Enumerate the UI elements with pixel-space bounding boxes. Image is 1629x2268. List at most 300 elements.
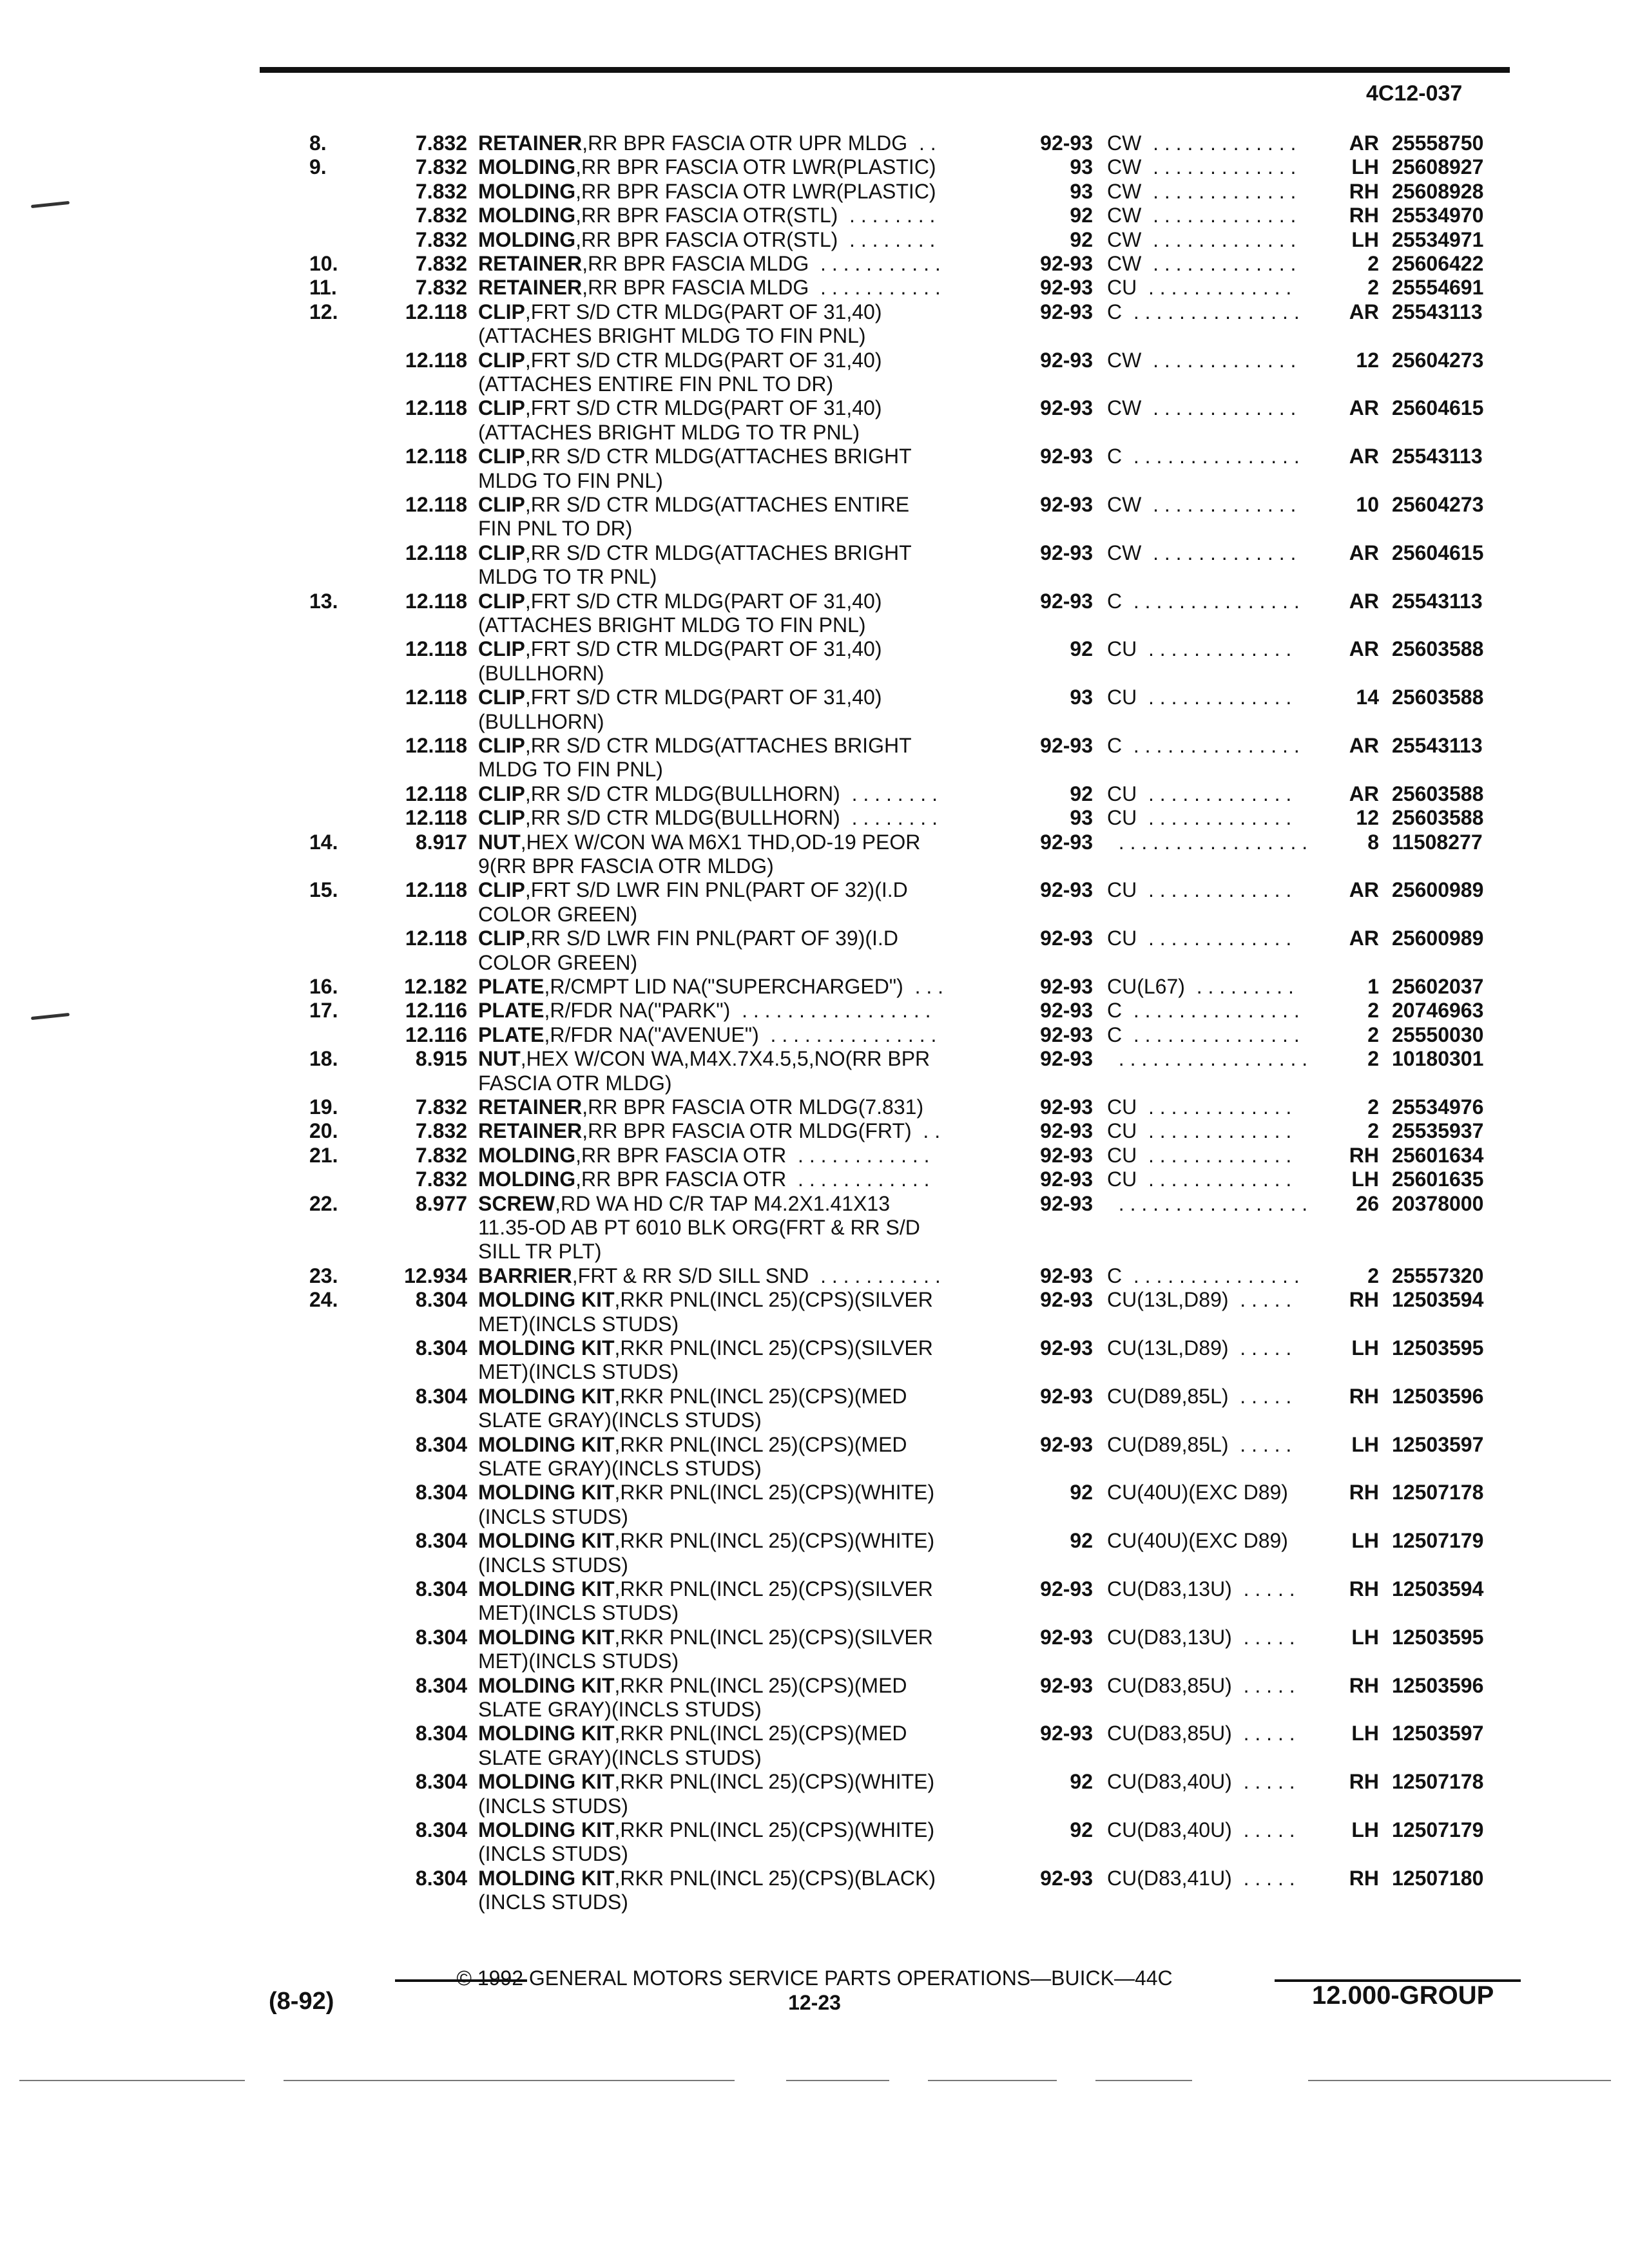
part-name: MOLDING KIT xyxy=(478,1336,615,1360)
description xyxy=(478,1264,941,1287)
group-number: 8.304 xyxy=(415,1288,467,1311)
part-name: RETAINER xyxy=(478,1119,583,1142)
model-year: 92 xyxy=(1070,1818,1093,1841)
parts-row xyxy=(0,541,1629,565)
description xyxy=(478,590,882,613)
body-code: CW . . . . . . . . . . . . . xyxy=(1107,155,1296,178)
scan-line xyxy=(786,2080,889,2081)
model-year: 92-93 xyxy=(1040,1168,1093,1191)
quantity: LH xyxy=(1351,155,1379,178)
parts-row xyxy=(0,1119,1629,1143)
quantity: 2 xyxy=(1367,252,1379,275)
description-text: FIN PNL TO DR) xyxy=(478,517,633,540)
description-text: ,RR BPR FASCIA OTR LWR(PLASTIC) xyxy=(575,180,936,203)
parts-row xyxy=(0,590,1629,613)
part-name: MOLDING KIT xyxy=(478,1288,615,1311)
model-year: 92-93 xyxy=(1040,276,1093,299)
part-number: 25604273 xyxy=(1392,349,1484,372)
quantity: RH xyxy=(1349,1577,1379,1600)
part-number: 25550030 xyxy=(1392,1023,1484,1046)
part-name: CLIP xyxy=(478,590,525,613)
group-number: 12.118 xyxy=(405,734,467,757)
parts-row xyxy=(0,372,1629,396)
description-text: ,RR BPR FASCIA OTR(STL) . . . . . . . . xyxy=(575,228,936,251)
model-year: 92-93 xyxy=(1040,734,1093,757)
body-code: CU . . . . . . . . . . . . . xyxy=(1107,927,1292,950)
footer-copyright: © 1992 GENERAL MOTORS SERVICE PARTS OPERATIONS—BUICK—44C xyxy=(456,1966,1173,1990)
parts-row xyxy=(0,1072,1629,1095)
description xyxy=(478,1867,936,1890)
part-name: MOLDING KIT xyxy=(478,1722,615,1745)
quantity: AR xyxy=(1349,445,1379,468)
group-number: 8.304 xyxy=(415,1577,467,1600)
description-text: ,RR S/D CTR MLDG(ATTACHES BRIGHT xyxy=(525,541,912,564)
ref-number: 22. xyxy=(309,1192,338,1215)
part-name: NUT xyxy=(478,831,521,854)
description xyxy=(478,1553,628,1577)
description-text: ,RKR PNL(INCL 25)(CPS)(MED xyxy=(614,1385,907,1408)
description-text: ,RR BPR FASCIA OTR LWR(PLASTIC) xyxy=(575,155,936,178)
part-number: 12507178 xyxy=(1392,1770,1484,1793)
description xyxy=(478,782,938,805)
page-code: 4C12-037 xyxy=(1366,81,1463,106)
description-text: ,RR S/D CTR MLDG(ATTACHES BRIGHT xyxy=(525,445,912,468)
group-number: 8.304 xyxy=(415,1626,467,1649)
parts-row xyxy=(0,1842,1629,1866)
body-code: C . . . . . . . . . . . . . . . xyxy=(1107,590,1300,613)
parts-row xyxy=(0,324,1629,348)
part-name: MOLDING KIT xyxy=(478,1626,615,1649)
description-text: ,FRT S/D LWR FIN PNL(PART OF 32)(I.D xyxy=(525,878,908,901)
body-code: CU . . . . . . . . . . . . . xyxy=(1107,878,1292,901)
scan-line xyxy=(928,2080,1057,2081)
description xyxy=(478,903,637,926)
parts-row xyxy=(0,180,1629,204)
body-code: CU . . . . . . . . . . . . . xyxy=(1107,1119,1292,1142)
body-code: CU(D89,85L) . . . . . xyxy=(1107,1385,1292,1408)
description xyxy=(478,854,774,878)
ref-number: 10. xyxy=(309,252,338,275)
parts-row xyxy=(0,131,1629,155)
group-number: 7.832 xyxy=(415,1095,467,1119)
description-text: ,RR BPR FASCIA MLDG . . . . . . . . . . . xyxy=(582,252,941,275)
part-name: MOLDING KIT xyxy=(478,1433,615,1456)
body-code: CU(40U)(EXC D89) xyxy=(1107,1529,1288,1552)
body-code: CW . . . . . . . . . . . . . xyxy=(1107,180,1296,203)
group-number: 8.915 xyxy=(415,1047,467,1070)
description xyxy=(478,252,941,275)
description-text: (ATTACHES BRIGHT MLDG TO FIN PNL) xyxy=(478,324,866,347)
description xyxy=(478,1047,930,1070)
parts-row xyxy=(0,1746,1629,1770)
description xyxy=(478,396,882,419)
parts-row xyxy=(0,831,1629,854)
part-name: RETAINER xyxy=(478,252,583,275)
part-name: MOLDING KIT xyxy=(478,1481,615,1504)
part-number: 25604615 xyxy=(1392,541,1484,564)
body-code: CW . . . . . . . . . . . . . xyxy=(1107,349,1296,372)
scan-line xyxy=(19,2080,245,2081)
group-number: 7.832 xyxy=(415,252,467,275)
group-number: 12.118 xyxy=(405,637,467,660)
parts-row xyxy=(0,421,1629,445)
quantity: RH xyxy=(1349,180,1379,203)
quantity: RH xyxy=(1349,204,1379,227)
description xyxy=(478,1336,933,1360)
parts-row xyxy=(0,1288,1629,1312)
description xyxy=(478,710,604,733)
model-year: 92 xyxy=(1070,1529,1093,1552)
model-year: 93 xyxy=(1070,180,1093,203)
model-year: 92 xyxy=(1070,782,1093,805)
part-name: MOLDING xyxy=(478,1168,576,1191)
group-number: 7.832 xyxy=(415,1144,467,1167)
description xyxy=(478,1144,930,1167)
part-name: PLATE xyxy=(478,1023,545,1046)
ref-number: 16. xyxy=(309,975,338,998)
quantity: LH xyxy=(1351,1168,1379,1191)
part-number: 25558750 xyxy=(1392,131,1484,155)
part-number: 12503597 xyxy=(1392,1433,1484,1456)
description xyxy=(478,541,912,564)
part-number: 25534971 xyxy=(1392,228,1484,251)
body-code: CU(D83,13U) . . . . . xyxy=(1107,1577,1295,1600)
parts-row xyxy=(0,1408,1629,1432)
group-number: 12.182 xyxy=(404,975,467,998)
description xyxy=(478,1746,762,1769)
description-text: ,RR BPR FASCIA OTR MLDG(FRT) . . xyxy=(582,1119,941,1142)
body-code: CU . . . . . . . . . . . . . xyxy=(1107,1144,1292,1167)
description xyxy=(478,686,882,709)
ref-number: 11. xyxy=(309,276,337,299)
description xyxy=(478,1288,933,1311)
parts-row xyxy=(0,276,1629,300)
parts-row xyxy=(0,1216,1629,1240)
model-year: 92-93 xyxy=(1040,590,1093,613)
quantity: 10 xyxy=(1356,493,1379,516)
part-number: 25534970 xyxy=(1392,204,1484,227)
parts-row xyxy=(0,1626,1629,1649)
model-year: 92-93 xyxy=(1040,1626,1093,1649)
parts-row xyxy=(0,1818,1629,1842)
body-code: CU . . . . . . . . . . . . . xyxy=(1107,1168,1292,1191)
ref-number: 19. xyxy=(309,1095,338,1119)
model-year: 92-93 xyxy=(1040,927,1093,950)
description xyxy=(478,1818,934,1841)
part-name: CLIP xyxy=(478,445,525,468)
part-name: CLIP xyxy=(478,637,525,660)
part-number: 20378000 xyxy=(1392,1192,1484,1215)
description xyxy=(478,1312,679,1336)
description-text: 11.35-OD AB PT 6010 BLK ORG(FRT & RR S/D xyxy=(478,1216,920,1239)
description xyxy=(478,228,935,251)
model-year: 92-93 xyxy=(1040,831,1093,854)
body-code: CU . . . . . . . . . . . . . xyxy=(1107,637,1292,660)
parts-row xyxy=(0,710,1629,734)
part-name: CLIP xyxy=(478,878,525,901)
model-year: 92 xyxy=(1070,637,1093,660)
description xyxy=(478,1505,628,1528)
model-year: 92-93 xyxy=(1040,1119,1093,1142)
body-code: CU . . . . . . . . . . . . . xyxy=(1107,782,1292,805)
parts-row xyxy=(0,734,1629,758)
footer-date-code: (8-92) xyxy=(269,1988,334,2015)
quantity: AR xyxy=(1349,878,1379,901)
description-text: ,RR BPR FASCIA OTR . . . . . . . . . . . . xyxy=(575,1144,930,1167)
scan-line xyxy=(1095,2080,1192,2081)
group-number: 12.118 xyxy=(405,686,467,709)
description-text: (INCLS STUDS) xyxy=(478,1842,628,1865)
quantity: 8 xyxy=(1367,831,1379,854)
description-text: MET)(INCLS STUDS) xyxy=(478,1649,679,1673)
description xyxy=(478,1095,923,1119)
group-number: 12.118 xyxy=(405,349,467,372)
quantity: AR xyxy=(1349,590,1379,613)
description xyxy=(478,469,663,492)
model-year: 92-93 xyxy=(1040,349,1093,372)
group-number: 12.934 xyxy=(404,1264,467,1287)
model-year: 92-93 xyxy=(1040,878,1093,901)
ref-number: 24. xyxy=(309,1288,338,1311)
part-number: 12503594 xyxy=(1392,1288,1484,1311)
group-number: 7.832 xyxy=(415,228,467,251)
scan-line xyxy=(1308,2080,1611,2081)
group-number: 8.977 xyxy=(415,1192,467,1215)
description xyxy=(478,975,943,998)
model-year: 92-93 xyxy=(1040,493,1093,516)
body-code: . . . . . . . . . . . . . . . . . xyxy=(1107,831,1308,854)
parts-row xyxy=(0,1312,1629,1336)
quantity: RH xyxy=(1349,1867,1379,1890)
description-text: ,RKR PNL(INCL 25)(CPS)(SILVER xyxy=(614,1336,933,1360)
description-text: (INCLS STUDS) xyxy=(478,1553,628,1577)
part-name: SCREW xyxy=(478,1192,555,1215)
body-code: C . . . . . . . . . . . . . . . xyxy=(1107,999,1300,1022)
part-number: 12507179 xyxy=(1392,1818,1484,1841)
description xyxy=(478,1698,762,1721)
body-code: CU . . . . . . . . . . . . . xyxy=(1107,806,1292,829)
parts-row xyxy=(0,1770,1629,1794)
description xyxy=(478,1408,762,1432)
description-text: ,FRT S/D CTR MLDG(PART OF 31,40) xyxy=(525,300,882,323)
model-year: 92-93 xyxy=(1040,1144,1093,1167)
description-text: ,RKR PNL(INCL 25)(CPS)(SILVER xyxy=(614,1626,933,1649)
parts-row xyxy=(0,1867,1629,1890)
part-name: NUT xyxy=(478,1047,521,1070)
description-text: ,RR S/D CTR MLDG(ATTACHES BRIGHT xyxy=(525,734,912,757)
part-name: BARRIER xyxy=(478,1264,572,1287)
description xyxy=(478,1529,934,1552)
part-number: 25603588 xyxy=(1392,637,1484,660)
description xyxy=(478,1433,907,1456)
part-name: MOLDING KIT xyxy=(478,1674,615,1697)
quantity: 2 xyxy=(1367,276,1379,299)
group-number: 8.304 xyxy=(415,1336,467,1360)
description-text: (ATTACHES BRIGHT MLDG TO TR PNL) xyxy=(478,421,860,444)
group-number: 8.304 xyxy=(415,1674,467,1697)
parts-row xyxy=(0,1095,1629,1119)
description xyxy=(478,1890,628,1914)
group-number: 7.832 xyxy=(415,155,467,178)
quantity: LH xyxy=(1351,1818,1379,1841)
parts-row xyxy=(0,613,1629,637)
group-number: 12.118 xyxy=(405,878,467,901)
parts-row xyxy=(0,1698,1629,1722)
description-text: ,R/FDR NA("AVENUE") . . . . . . . . . . . . . . . xyxy=(544,1023,937,1046)
description-text: ,RKR PNL(INCL 25)(CPS)(SILVER xyxy=(614,1577,933,1600)
part-name: RETAINER xyxy=(478,276,583,299)
part-name: MOLDING xyxy=(478,180,576,203)
parts-row xyxy=(0,517,1629,541)
parts-row xyxy=(0,493,1629,517)
body-code: . . . . . . . . . . . . . . . . . xyxy=(1107,1192,1308,1215)
description xyxy=(478,637,882,660)
body-code: CW . . . . . . . . . . . . . xyxy=(1107,204,1296,227)
body-code: CW . . . . . . . . . . . . . xyxy=(1107,493,1296,516)
part-name: MOLDING KIT xyxy=(478,1385,615,1408)
scan-line xyxy=(284,2080,735,2081)
description-text: ,RKR PNL(INCL 25)(CPS)(SILVER xyxy=(614,1288,933,1311)
description-text: FASCIA OTR MLDG) xyxy=(478,1072,672,1095)
description-text: ,RKR PNL(INCL 25)(CPS)(WHITE) xyxy=(614,1529,935,1552)
part-number: 25602037 xyxy=(1392,975,1484,998)
description-text: ,RKR PNL(INCL 25)(CPS)(MED xyxy=(614,1722,907,1745)
description-text: COLOR GREEN) xyxy=(478,951,638,974)
model-year: 92-93 xyxy=(1040,1722,1093,1745)
ref-number: 14. xyxy=(309,831,338,854)
description xyxy=(478,613,866,637)
part-number: 12503594 xyxy=(1392,1577,1484,1600)
part-name: MOLDING KIT xyxy=(478,1770,615,1793)
quantity: RH xyxy=(1349,1144,1379,1167)
description-text: (BULLHORN) xyxy=(478,662,604,685)
group-number: 8.304 xyxy=(415,1481,467,1504)
description xyxy=(478,300,882,323)
description xyxy=(478,758,663,781)
parts-row xyxy=(0,854,1629,878)
part-number: 25601635 xyxy=(1392,1168,1484,1191)
quantity: LH xyxy=(1351,1529,1379,1552)
parts-row xyxy=(0,927,1629,950)
description xyxy=(478,1168,930,1191)
group-number: 7.832 xyxy=(415,1168,467,1191)
quantity: 1 xyxy=(1367,975,1379,998)
quantity: 2 xyxy=(1367,1264,1379,1287)
description xyxy=(478,1385,907,1408)
parts-row xyxy=(0,806,1629,830)
part-name: MOLDING KIT xyxy=(478,1818,615,1841)
body-code: CU(13L,D89) . . . . . xyxy=(1107,1336,1292,1360)
body-code: CU(D83,85U) . . . . . xyxy=(1107,1674,1295,1697)
part-name: MOLDING xyxy=(478,1144,576,1167)
part-number: 11508277 xyxy=(1392,831,1483,854)
description xyxy=(478,999,930,1022)
description xyxy=(478,493,909,516)
group-number: 7.832 xyxy=(415,180,467,203)
body-code: CW . . . . . . . . . . . . . xyxy=(1107,228,1296,251)
part-number: 25603588 xyxy=(1392,782,1484,805)
body-code: CU . . . . . . . . . . . . . xyxy=(1107,686,1292,709)
description-text: ,RKR PNL(INCL 25)(CPS)(MED xyxy=(614,1433,907,1456)
part-number: 25543113 xyxy=(1392,590,1483,613)
part-name: MOLDING xyxy=(478,204,576,227)
description-text: ,HEX W/CON WA M6X1 THD,OD-19 PEOR xyxy=(520,831,921,854)
parts-row xyxy=(0,1577,1629,1601)
parts-row xyxy=(0,1168,1629,1191)
description xyxy=(478,180,936,203)
group-number: 12.116 xyxy=(405,999,467,1022)
group-number: 12.118 xyxy=(405,445,467,468)
model-year: 92-93 xyxy=(1040,1264,1093,1287)
part-number: 12503596 xyxy=(1392,1674,1484,1697)
quantity: AR xyxy=(1349,927,1379,950)
parts-row xyxy=(0,469,1629,493)
description xyxy=(478,1674,907,1697)
quantity: RH xyxy=(1349,1770,1379,1793)
quantity: 12 xyxy=(1356,349,1379,372)
parts-row xyxy=(0,396,1629,420)
group-number: 7.832 xyxy=(415,1119,467,1142)
parts-row xyxy=(0,1481,1629,1504)
ref-number: 15. xyxy=(309,878,338,901)
quantity: LH xyxy=(1351,1336,1379,1360)
description-text: ,FRT S/D CTR MLDG(PART OF 31,40) xyxy=(525,686,882,709)
part-number: 25608928 xyxy=(1392,180,1484,203)
group-number: 12.118 xyxy=(405,541,467,564)
quantity: LH xyxy=(1351,1433,1379,1456)
group-number: 8.304 xyxy=(415,1529,467,1552)
part-name: RETAINER xyxy=(478,1095,583,1119)
ref-number: 20. xyxy=(309,1119,338,1142)
description-text: SLATE GRAY)(INCLS STUDS) xyxy=(478,1698,762,1721)
group-number: 8.304 xyxy=(415,1867,467,1890)
parts-row xyxy=(0,637,1629,661)
description xyxy=(478,1794,628,1818)
group-number: 12.116 xyxy=(405,1023,467,1046)
body-code: CW . . . . . . . . . . . . . xyxy=(1107,252,1296,275)
parts-row xyxy=(0,999,1629,1023)
parts-row xyxy=(0,1433,1629,1457)
description xyxy=(478,131,936,155)
part-name: MOLDING xyxy=(478,155,576,178)
description xyxy=(478,1770,934,1793)
description xyxy=(478,1722,907,1745)
description xyxy=(478,155,936,178)
description-text: ,RKR PNL(INCL 25)(CPS)(BLACK) xyxy=(614,1867,936,1890)
parts-row xyxy=(0,1674,1629,1698)
description-text: (ATTACHES BRIGHT MLDG TO FIN PNL) xyxy=(478,613,866,637)
parts-row xyxy=(0,1457,1629,1481)
quantity: RH xyxy=(1349,1481,1379,1504)
description xyxy=(478,324,866,347)
part-number: 25606422 xyxy=(1392,252,1484,275)
group-number: 7.832 xyxy=(415,131,467,155)
description-text: ,RR S/D CTR MLDG(BULLHORN) . . . . . . . . xyxy=(525,782,938,805)
description xyxy=(478,1649,679,1673)
description-text: ,FRT S/D CTR MLDG(PART OF 31,40) xyxy=(525,396,882,419)
part-number: 25600989 xyxy=(1392,927,1484,950)
quantity: AR xyxy=(1349,637,1379,660)
body-code: CU(L67) . . . . . . . . . xyxy=(1107,975,1294,998)
parts-row xyxy=(0,565,1629,589)
model-year: 92-93 xyxy=(1040,1385,1093,1408)
description xyxy=(478,734,912,757)
part-name: CLIP xyxy=(478,300,525,323)
part-number: 25603588 xyxy=(1392,686,1484,709)
description-text: (INCLS STUDS) xyxy=(478,1794,628,1818)
description-text: ,RKR PNL(INCL 25)(CPS)(WHITE) xyxy=(614,1770,935,1793)
body-code: C . . . . . . . . . . . . . . . xyxy=(1107,1023,1300,1046)
